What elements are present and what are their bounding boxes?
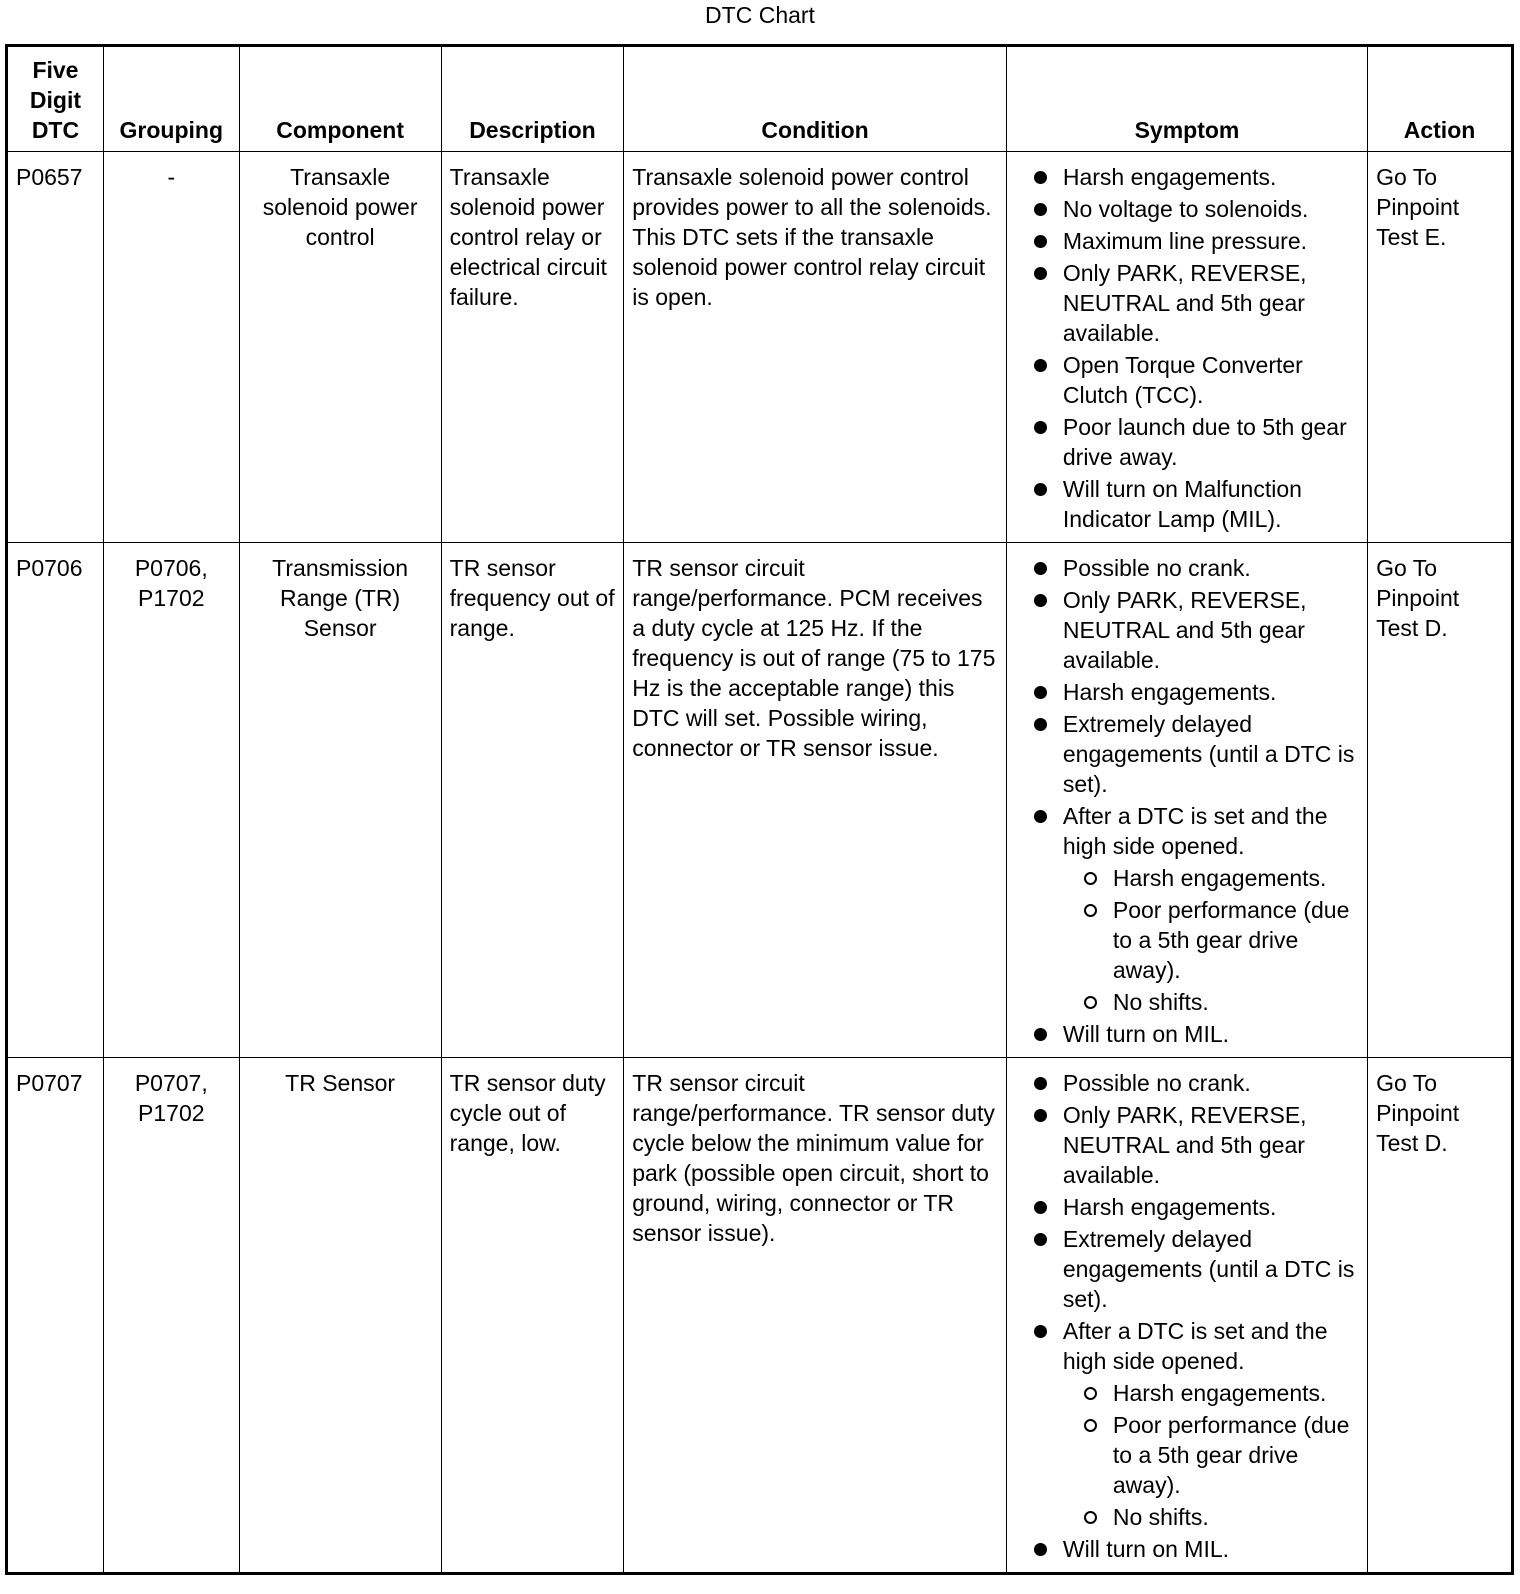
- cell-dtc: P0657: [7, 152, 104, 543]
- symptom-text: Open Torque Converter Clutch (TCC).: [1062, 352, 1303, 408]
- symptom-text: Possible no crank.: [1062, 555, 1251, 581]
- symptom-text: After a DTC is set and the high side opened.: [1062, 1318, 1328, 1374]
- symptom-list: [1015, 553, 1359, 1049]
- symptom-item: [1015, 412, 1359, 472]
- symptom-item: [1015, 1068, 1359, 1098]
- cell-grouping: P0706, P1702: [103, 543, 239, 1058]
- header-dtc-label: Five Digit DTC: [29, 57, 82, 143]
- symptom-text: Harsh engagements.: [1062, 679, 1277, 705]
- sub-symptom-list: [1063, 863, 1359, 1017]
- cell-component: Transaxle solenoid power control: [239, 152, 441, 543]
- symptom-text: Extremely delayed engagements (until a DTC is set).: [1062, 1226, 1355, 1312]
- symptom-list: [1015, 1068, 1359, 1564]
- symptom-item: [1015, 709, 1359, 799]
- cell-description: TR sensor duty cycle out of range, low.: [441, 1058, 624, 1574]
- cell-condition: TR sensor circuit range/performance. PCM receives a duty cycle at 125 Hz. If the frequency is out of range (75 to 175 Hz is the acceptable range) this DTC will set. Possible wiring, connector or TR sensor issue.: [624, 543, 1007, 1058]
- cell-dtc: P0706: [7, 543, 104, 1058]
- symptom-text: Harsh engagements.: [1062, 1194, 1277, 1220]
- header-symptom: Symptom: [1006, 46, 1367, 152]
- cell-grouping: -: [103, 152, 239, 543]
- sub-symptom-item: No shifts.: [1063, 987, 1359, 1017]
- cell-component: TR Sensor: [239, 1058, 441, 1574]
- symptom-item: [1015, 801, 1359, 1017]
- symptom-text: Extremely delayed engagements (until a DTC is set).: [1062, 711, 1355, 797]
- chart-title: DTC Chart: [705, 2, 815, 28]
- symptom-item: [1015, 474, 1359, 534]
- sub-symptom-item: Harsh engagements.: [1063, 863, 1359, 893]
- symptom-text: Possible no crank.: [1062, 1070, 1251, 1096]
- symptom-text: Only PARK, REVERSE, NEUTRAL and 5th gear available.: [1062, 587, 1307, 673]
- cell-condition: TR sensor circuit range/performance. TR sensor duty cycle below the minimum value for park (possible open circuit, short to ground, wiring, connector or TR sensor issue).: [624, 1058, 1007, 1574]
- symptom-text: After a DTC is set and the high side opened.: [1062, 803, 1328, 859]
- symptom-item: [1015, 162, 1359, 192]
- symptom-text: Only PARK, REVERSE, NEUTRAL and 5th gear available.: [1062, 1102, 1307, 1188]
- cell-symptom: [1006, 1058, 1367, 1574]
- table-row: [7, 1058, 1513, 1574]
- symptom-text: Maximum line pressure.: [1062, 228, 1308, 254]
- sub-symptom-list: [1063, 1378, 1359, 1532]
- symptom-list: [1015, 162, 1359, 534]
- cell-component: Transmission Range (TR) Sensor: [239, 543, 441, 1058]
- header-row: [7, 46, 1513, 152]
- cell-grouping: P0707, P1702: [103, 1058, 239, 1574]
- table-row: [7, 543, 1513, 1058]
- symptom-item: [1015, 194, 1359, 224]
- symptom-item: [1015, 585, 1359, 675]
- dtc-table: [5, 44, 1514, 1575]
- symptom-item: [1015, 1534, 1359, 1564]
- cell-dtc: P0707: [7, 1058, 104, 1574]
- sub-symptom-item: Poor performance (due to a 5th gear drive away).: [1063, 1410, 1359, 1500]
- cell-symptom: [1006, 152, 1367, 543]
- cell-symptom: [1006, 543, 1367, 1058]
- symptom-item: [1015, 350, 1359, 410]
- header-condition: Condition: [624, 46, 1007, 152]
- sub-symptom-item: No shifts.: [1063, 1502, 1359, 1532]
- cell-action: Go To Pinpoint Test D.: [1368, 1058, 1513, 1574]
- header-action: Action: [1368, 46, 1513, 152]
- cell-action: Go To Pinpoint Test E.: [1368, 152, 1513, 543]
- symptom-item: [1015, 1316, 1359, 1532]
- symptom-text: Only PARK, REVERSE, NEUTRAL and 5th gear available.: [1062, 260, 1307, 346]
- symptom-text: Will turn on MIL.: [1062, 1021, 1230, 1047]
- table-row: [7, 152, 1513, 543]
- symptom-item: [1015, 258, 1359, 348]
- symptom-item: [1015, 226, 1359, 256]
- cell-condition: Transaxle solenoid power control provides power to all the solenoids. This DTC sets if the transaxle solenoid power control relay circuit is open.: [624, 152, 1007, 543]
- header-description: Description: [441, 46, 624, 152]
- sub-symptom-item: Poor performance (due to a 5th gear drive away).: [1063, 895, 1359, 985]
- symptom-text: Will turn on Malfunction Indicator Lamp (MIL).: [1062, 476, 1302, 532]
- cell-description: Transaxle solenoid power control relay or electrical circuit failure.: [441, 152, 624, 543]
- cell-description: TR sensor frequency out of range.: [441, 543, 624, 1058]
- symptom-text: No voltage to solenoids.: [1062, 196, 1309, 222]
- header-dtc: [7, 46, 104, 152]
- dtc-table-body: [7, 152, 1513, 1574]
- symptom-item: [1015, 677, 1359, 707]
- cell-action: Go To Pinpoint Test D.: [1368, 543, 1513, 1058]
- header-grouping: Grouping: [103, 46, 239, 152]
- symptom-item: [1015, 1019, 1359, 1049]
- symptom-text: Will turn on MIL.: [1062, 1536, 1230, 1562]
- header-component: Component: [239, 46, 441, 152]
- symptom-item: [1015, 1100, 1359, 1190]
- sub-symptom-item: Harsh engagements.: [1063, 1378, 1359, 1408]
- symptom-item: [1015, 1192, 1359, 1222]
- symptom-text: Poor launch due to 5th gear drive away.: [1062, 414, 1347, 470]
- symptom-item: [1015, 1224, 1359, 1314]
- symptom-text: Harsh engagements.: [1062, 164, 1277, 190]
- symptom-item: [1015, 553, 1359, 583]
